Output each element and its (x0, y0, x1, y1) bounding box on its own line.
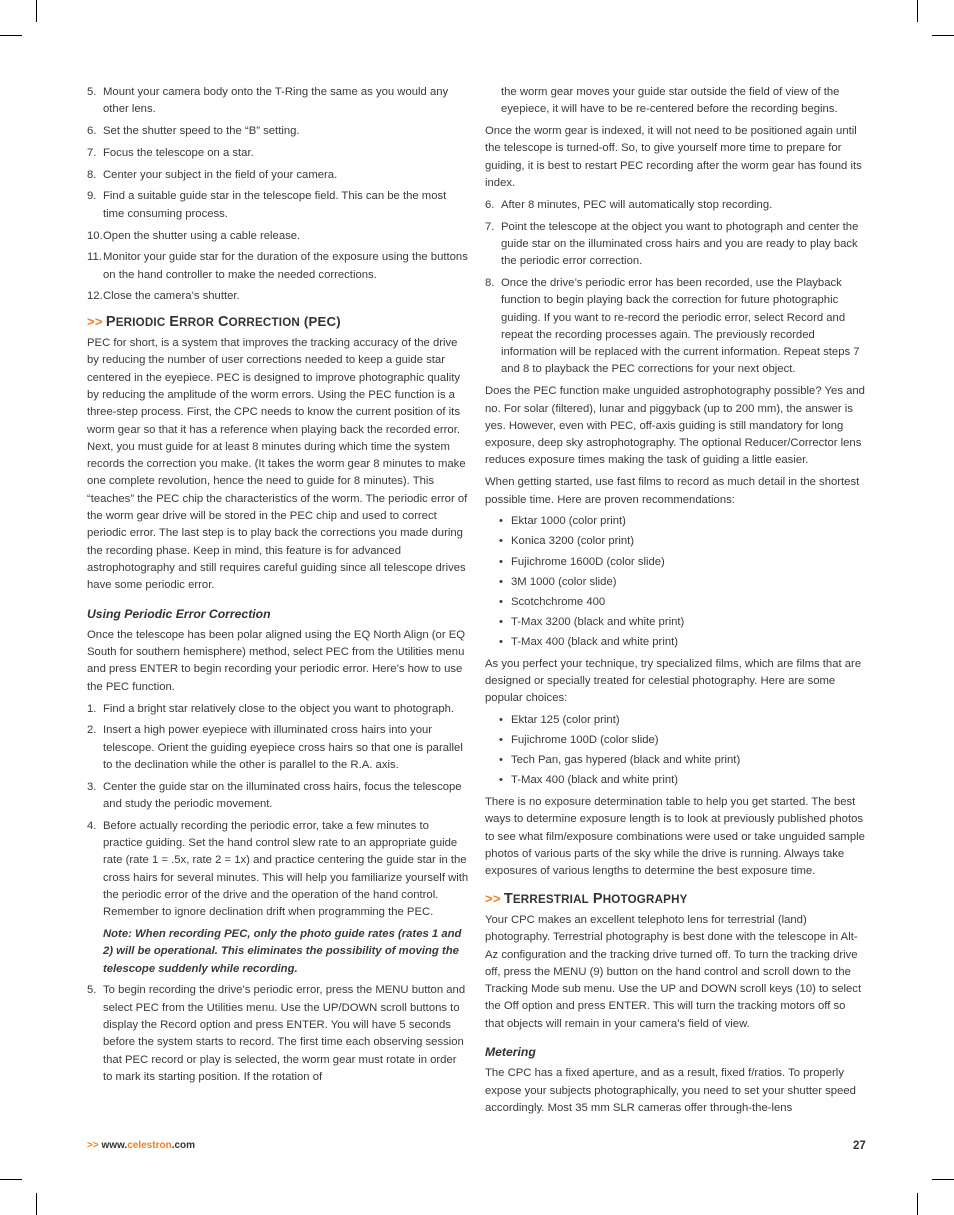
list-item: 12. Close the camera’s shutter. (87, 290, 240, 303)
pec-heading: >> PERIODIC ERROR CORRECTION (PEC) (87, 313, 341, 330)
list-item: 1. Find a bright star relatively close to the object you want to photograph. (87, 702, 455, 715)
crop-mark (0, 1179, 22, 1180)
bullet-icon: • (499, 615, 503, 628)
list-item: 10. Open the shutter using a cable release. (87, 229, 301, 242)
crop-mark (0, 35, 22, 36)
step5-continuation: the worm gear moves your guide star outside the field of view of the eyepiece, it will have to be re-centered before the recording begins. (501, 86, 840, 116)
list-item: • Scotchchrome 400 (485, 594, 867, 611)
films-intro: When getting started, use fast films to record as much detail in the shortest possible time. Here are proven recommendations: (485, 476, 860, 506)
pec-paragraph: PEC for short, is a system that improves the tracking accuracy of the drive by reducing the number of user corrections needed to keep a guide star centered in the eyepiece. PEC is designed to improve photographic quality by reducing the amplitude of the worm errors. Using the PEC function is a three-step process. First, the CPC needs to know the current position of its worm gear so that it has a reference when playing back the recorded error. Next, you must guide for at least 8 minutes during which time the system records the correction you make. (It takes the worm gear 8 minutes to make one complete revolution, hence the need to guide for 8 minutes). This “teaches” the PEC chip the characteristics of the worm. The periodic error of the worm gear drive will be stored in the PEC chip and used to correct periodic error. The last step is to play back the corrections you made during the recording phase. Keep in mind, this feature is for advanced astrophotography and still requires careful guiding since all telescope drives have some periodic error. (87, 337, 468, 592)
using-pec-heading: Using Periodic Error Correction (87, 606, 271, 621)
pec-steps-list-end (485, 197, 867, 379)
crop-mark (917, 0, 918, 22)
terrestrial-heading: >> TERRESTRIAL PHOTOGRAPHY (485, 890, 688, 907)
left-column (87, 84, 469, 1091)
bullet-icon: • (499, 774, 503, 787)
crop-mark (917, 1193, 918, 1215)
list-item: • 3M 1000 (color slide) (485, 574, 867, 591)
crop-mark (932, 1179, 954, 1180)
list-item: 7. Focus the telescope on a star. (87, 146, 254, 159)
bullet-icon: • (499, 754, 503, 767)
list-item: • Fujichrome 100D (color slide) (485, 732, 867, 749)
list-item: • Konica 3200 (color print) (485, 533, 867, 550)
bullet-icon: • (499, 595, 503, 608)
terrestrial-paragraph: Your CPC makes an excellent telephoto lens for terrestrial (land) photography. Terrestrial photography is best done with the telescope in Alt-Az configuration and the tracking drive turned off. To turn the tracking drive off, press the MENU (9) button on the hand control and scroll down to the Tracking Mode sub menu. Use the UP and DOWN scroll keys (10) to select the Off option and press ENTER. This will turn the tracking motors off so that objects will remain in your camera’s field of view. (485, 913, 862, 1030)
crop-mark (36, 0, 37, 22)
right-column (485, 84, 867, 1122)
list-item: 5. To begin recording the drive’s periodic error, press the MENU button and select PEC from the Utilities menu. Use the UP/DOWN scroll buttons to display the Record option and press ENTER. You will have 5 seconds before the system starts to record. The first time each observing session that PEC record or play is selected, the worm gear must rotate in order to mark its starting position. If the rotation of (87, 984, 466, 1083)
metering-paragraph: The CPC has a fixed aperture, and as a result, fixed f/ratios. To properly expose your subjects photographically, you need to set your shutter speed accordingly. Most 35 mm SLR cameras offer through-the-lens (485, 1067, 856, 1114)
list-item: 5. Mount your camera body onto the T-Ring the same as you would any other lens. (87, 86, 449, 116)
list-item: 8. Center your subject in the field of your camera. (87, 168, 338, 181)
list-item: 3. Center the guide star on the illuminated cross hairs, focus the telescope and study the periodic movement. (87, 780, 462, 810)
list-item: 11. Monitor your guide star for the duration of the exposure using the buttons on the hand controller to make the needed corrections. (87, 251, 468, 281)
list-item: 9. Find a suitable guide star in the telescope field. This can be the most time consuming process. (87, 190, 447, 220)
metering-heading: Metering (485, 1045, 536, 1060)
pec-steps-list-continued (87, 982, 469, 1086)
list-item: • T-Max 400 (black and white print) (485, 634, 867, 651)
bullet-icon: • (499, 734, 503, 747)
indexed-paragraph: Once the worm gear is indexed, it will not need to be positioned again until the telescope is turned-off. So, to give yourself more time to prepare for guiding, it is best to restart PEC recording after the worm gear has found its index. (485, 125, 862, 189)
pec-steps-list (87, 701, 469, 922)
list-item: • T-Max 400 (black and white print) (485, 772, 867, 789)
bullet-icon: • (499, 555, 503, 568)
list-item: • Ektar 125 (color print) (485, 712, 867, 729)
bullet-icon: • (499, 535, 503, 548)
list-item: 4. Before actually recording the periodic error, take a few minutes to practice guiding. Set the hand control slew rate to an appropriate guide rate (rate 1 = .5x, rate 2 = 1x) and practice centering the guide star in the cross hairs for several minutes. This will help you familiarize yourself with the periodic error of the drive and the operation of the hand control. Remember to ignore declination drift when programming the PEC. (87, 819, 469, 919)
camera-steps-list (87, 84, 469, 306)
list-item: 6. Set the shutter speed to the “B” setting. (87, 125, 300, 138)
special-films-intro: As you perfect your technique, try specialized films, which are films that are designed or specially treated for celestial photography. Here are some popular choices: (485, 657, 862, 705)
list-item: 6. After 8 minutes, PEC will automatically stop recording. (485, 198, 773, 211)
special-films-list (485, 712, 867, 790)
list-item: • Fujichrome 1600D (color slide) (485, 554, 867, 571)
crop-mark (36, 1193, 37, 1215)
page-number: 27 (853, 1140, 866, 1152)
crop-mark (932, 35, 954, 36)
list-item: • Tech Pan, gas hypered (black and white print) (485, 752, 867, 769)
footer-website[interactable]: >> www.celestron.com (87, 1140, 196, 1151)
bullet-icon: • (499, 515, 503, 528)
list-item: • T-Max 3200 (black and white print) (485, 614, 867, 631)
list-item: • Ektar 1000 (color print) (485, 513, 867, 530)
unguided-paragraph: Does the PEC function make unguided astrophotography possible? Yes and no. For solar (filtered), lunar and piggyback (up to 200 mm), the answer is yes. However, even with PEC, off-axis guiding is still mandatory for long exposure, deep sky astrophotography. The optional Reducer/Corrector lens reduces exposure times making the task of guiding a little easier. (485, 385, 865, 467)
bullet-icon: • (499, 635, 503, 648)
list-item: 7. Point the telescope at the object you want to photograph and center the guide star on the illuminated cross hairs and you are ready to play back the periodic error correction. (485, 220, 859, 268)
exposure-paragraph: There is no exposure determination table to help you get started. The best ways to determine exposure length is to look at previously published photos to see what film/exposure combinations were used or take unguided sample photos of various parts of the sky while the drive is running. Always take exposures of various lengths to determine the best exposure time. (485, 796, 865, 878)
list-item: 8. Once the drive’s periodic error has been recorded, use the Playback function to begin playing back the correction for future photographic guiding. If you want to re-record the periodic error, select Record and repeat the recording processes again. The previously recorded information will be replaced with the current information. Repeat steps 7 and 8 to playback the PEC corrections for your next object. (485, 276, 860, 376)
bullet-icon: • (499, 575, 503, 588)
bullet-icon: • (499, 714, 503, 727)
list-item: 2. Insert a high power eyepiece with illuminated cross hairs into your telescope. Orient the guiding eyepiece cross hairs so that one is parallel to the declination while the other is parallel to the R.A. axis. (87, 724, 463, 771)
recording-note: Note: When recording PEC, only the photo guide rates (rates 1 and 2) will be operational. This eliminates the possibility of moving the telescope suddenly while recording. (103, 928, 462, 975)
films-list (485, 513, 867, 651)
using-pec-paragraph: Once the telescope has been polar aligned using the EQ North Align (or EQ South for southern hemisphere) method, select PEC from the Utilities menu and press ENTER to begin recording your periodic error. Here’s how to use the PEC function. (87, 628, 466, 693)
